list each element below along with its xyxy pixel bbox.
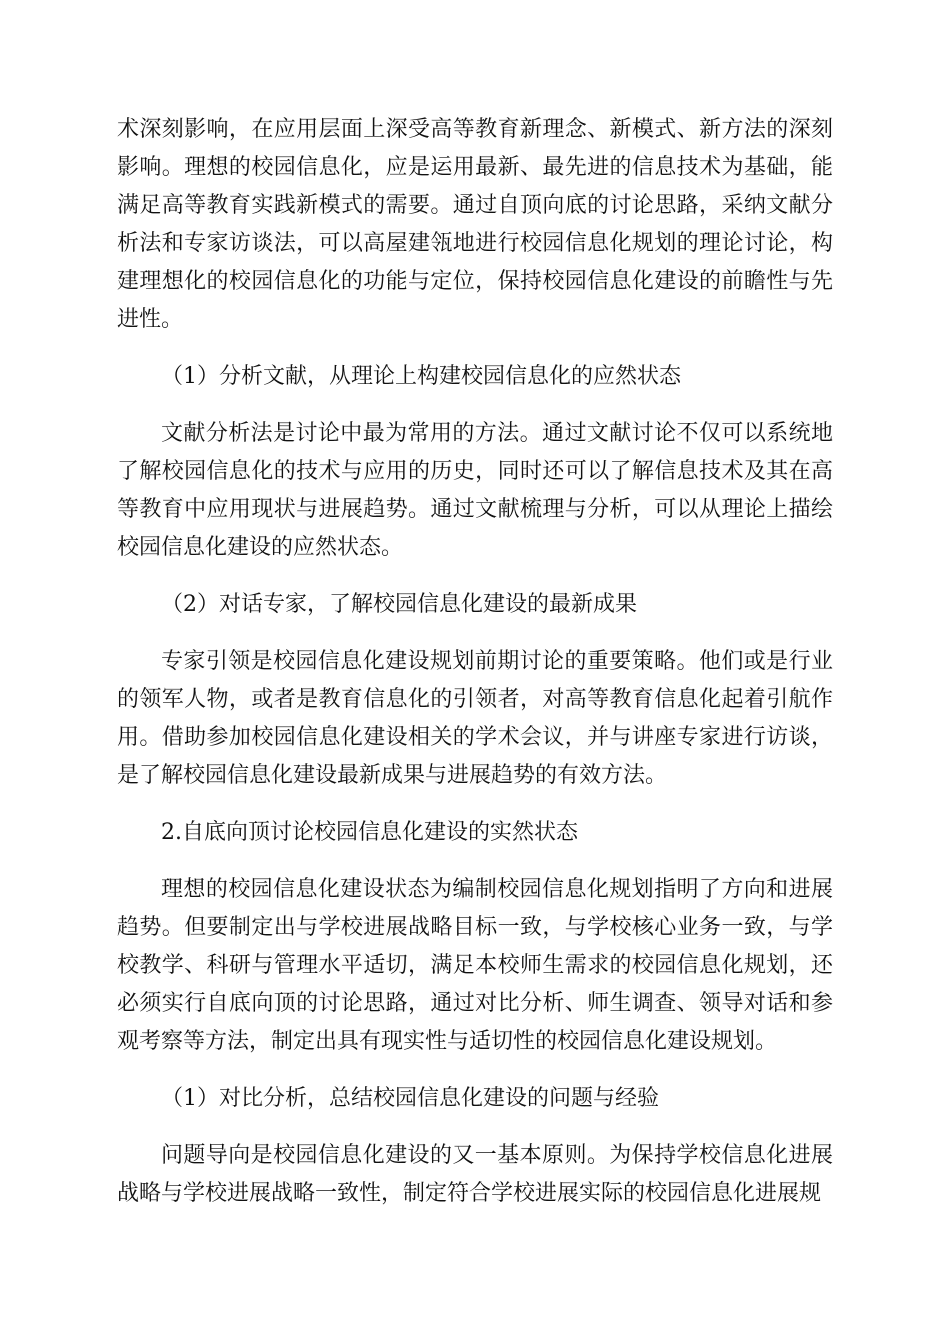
paragraph-intro-continuation: 术深刻影响，在应用层面上深受高等教育新理念、新模式、新方法的深刻影响。理想的校园信息化，应是运用最新、最先进的信息技术为基础，能满足高等教育实践新模式的需要。通过自顶向底的讨论思路，采纳文献分析法和专家访谈法，可以高屋建瓴地进行校园信息化规划的理论讨论，构建理想化的校园信息化的功能与定位，保持校园信息化建设的前瞻性与先进性。 [117,117,833,332]
paragraph-expert-dialogue: 专家引领是校园信息化建设规划前期讨论的重要策略。他们或是行业的领军人物，或者是教育信息化的引领者，对高等教育信息化起着引航作用。借助参加校园信息化建设相关的学术会议，并与讲座专家进行访谈，是了解校园信息化建设最新成果与进展趋势的有效方法。 [117,649,833,788]
subheading-comparative-analysis: （1）对比分析，总结校园信息化建设的问题与经验 [161,1086,659,1111]
document-body [117,111,833,1213]
paragraph-bottom-up: 理想的校园信息化建设状态为编制校园信息化规划指明了方向和进展趋势。但要制定出与学校进展战略目标一致，与学校核心业务一致，与学校教学、科研与管理水平适切，满足本校师生需求的校园信息化规划，还必须实行自底向顶的讨论思路，通过对比分析、师生调查、领导对话和参观考察等方法，制定出具有现实性与适切性的校园信息化建设规划。 [117,877,833,1054]
paragraph-problem-orientation: 问题导向是校园信息化建设的又一基本原则。为保持学校信息化进展战略与学校进展战略一致性，制定符合学校进展实际的校园信息化进展规 [117,1143,833,1206]
section-heading-bottom-up: 2.自底向顶讨论校园信息化建设的实然状态 [161,820,578,845]
paragraph-literature-analysis: 文献分析法是讨论中最为常用的方法。通过文献讨论不仅可以系统地了解校园信息化的技术与应用的历史，同时还可以了解信息技术及其在高等教育中应用现状与进展趋势。通过文献梳理与分析，可以从理论上描绘校园信息化建设的应然状态。 [117,421,833,560]
subheading-expert-dialogue: （2）对话专家，了解校园信息化建设的最新成果 [161,592,637,617]
subheading-literature-analysis: （1）分析文献，从理论上构建校园信息化的应然状态 [161,364,681,389]
